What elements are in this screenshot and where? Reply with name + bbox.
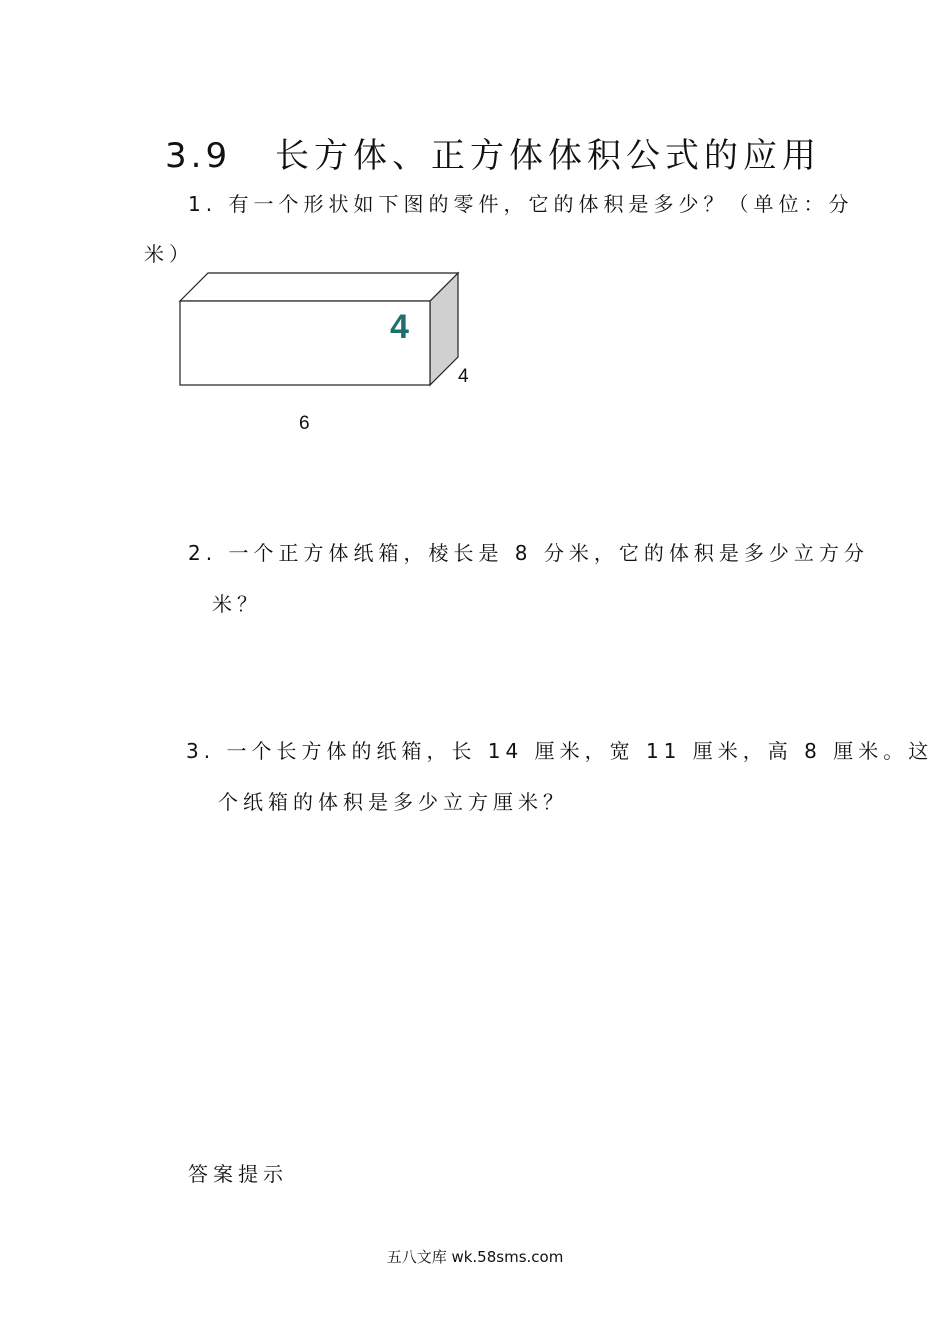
answer-hint-heading: 答案提示 bbox=[188, 1162, 288, 1186]
section-number: 3.9 bbox=[165, 136, 232, 176]
cuboid-diagram bbox=[170, 265, 480, 395]
section-title: 长方体、正方体体积公式的应用 bbox=[275, 136, 821, 176]
cuboid-top-face bbox=[180, 273, 458, 301]
question-1-line-2: 米） bbox=[144, 242, 194, 266]
page-title bbox=[165, 128, 821, 177]
footer-watermark: 五八文库 wk.58sms.com bbox=[386, 1248, 564, 1266]
cuboid-width-label: 4 bbox=[458, 366, 469, 387]
question-3-line-1: 3. 一个长方体的纸箱，长 14 厘米，宽 11 厘米，高 8 厘米。这 bbox=[186, 739, 934, 763]
question-2-line-1: 2. 一个正方体纸箱，棱长是 8 分米，它的体积是多少立方分 bbox=[188, 541, 869, 565]
cuboid-length-label: 6 bbox=[299, 413, 310, 434]
question-3-line-2: 个纸箱的体积是多少立方厘米？ bbox=[218, 790, 568, 814]
question-1-line-1: 1. 有一个形状如下图的零件，它的体积是多少？（单位：分 bbox=[188, 192, 854, 216]
question-2-line-2: 米？ bbox=[212, 592, 262, 616]
cuboid-height-label: 4 bbox=[390, 308, 409, 346]
